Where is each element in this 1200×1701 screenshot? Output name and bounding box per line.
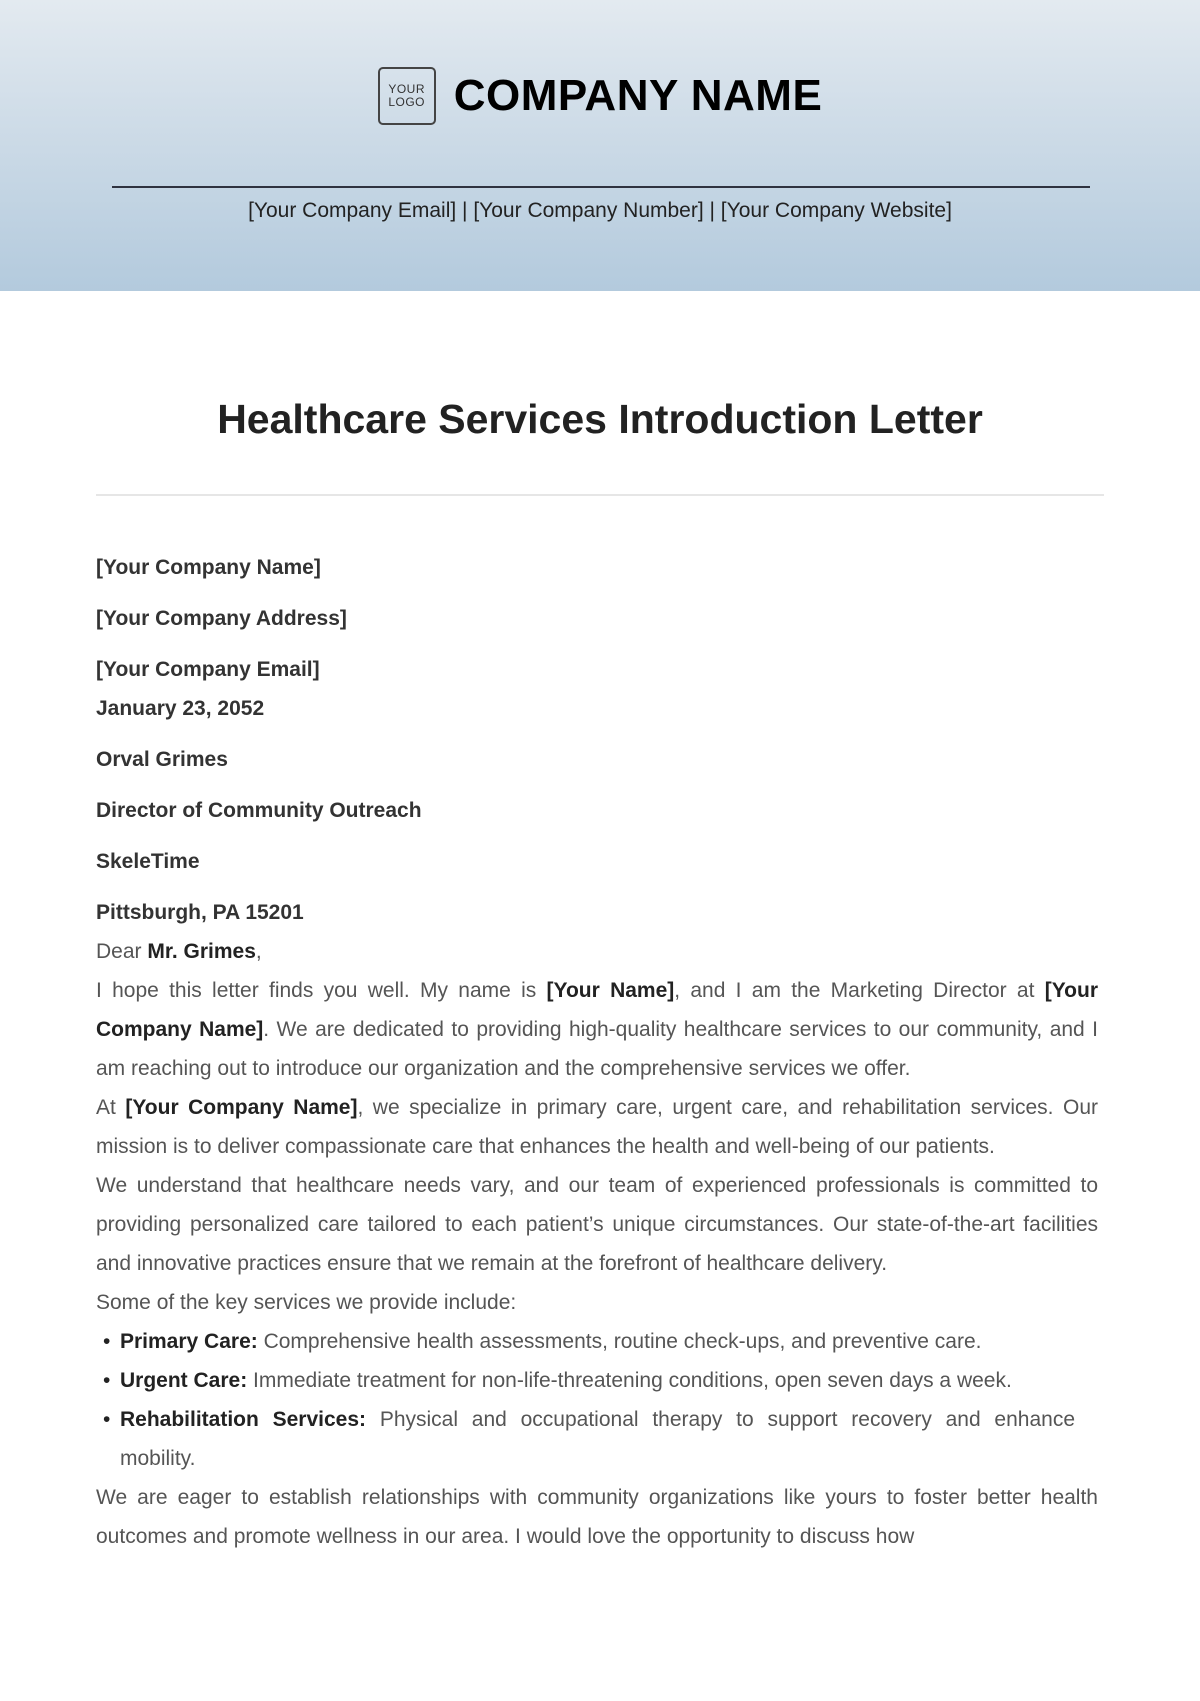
company-logo xyxy=(378,67,436,125)
placeholder-company-name: [Your Company Name] xyxy=(125,1096,358,1119)
services-intro: Some of the key services we provide include: xyxy=(96,1291,517,1314)
paragraph-introduction xyxy=(96,971,1098,1088)
header-divider xyxy=(112,186,1090,188)
service-description: Comprehensive health assessments, routine check-ups, and preventive care. xyxy=(257,1330,982,1353)
sender-company-email: [Your Company Email] xyxy=(96,658,320,681)
salutation-suffix: , xyxy=(255,940,262,963)
paragraph-specialties xyxy=(96,1088,1098,1166)
list-item xyxy=(103,1322,1075,1361)
placeholder-your-name: [Your Name] xyxy=(546,979,675,1002)
service-label: Urgent Care: xyxy=(120,1369,248,1392)
service-label: Rehabilitation Services: xyxy=(120,1408,367,1431)
salutation xyxy=(96,932,1098,971)
company-name: COMPANY NAME xyxy=(453,71,823,120)
service-label: Primary Care: xyxy=(120,1330,258,1353)
list-item xyxy=(103,1361,1075,1400)
paragraph-commitment: We understand that healthcare needs vary, and our team of experienced professionals is committed to providing personalized care tailored to each patient’s unique circumstances. Our state-of-the-art facilities and innovative practices ensure that we remain at the forefront of healthcare delivery. xyxy=(96,1174,1098,1275)
logo-text-line1: YOUR xyxy=(388,82,426,96)
logo-text-line2: LOGO xyxy=(388,95,426,109)
paragraph-closing: We are eager to establish relationships with community organizations like yours to foster better health outcomes and promote wellness in our area. I would love the opportunity to discuss how xyxy=(96,1486,1098,1548)
bullet-icon: • xyxy=(103,1330,111,1353)
sender-company-name: [Your Company Name] xyxy=(96,556,321,579)
document-title: Healthcare Services Introduction Letter xyxy=(217,396,983,442)
paragraph-text: I hope this letter finds you well. My name is xyxy=(96,979,547,1002)
recipient-title: Director of Community Outreach xyxy=(96,799,422,822)
bullet-icon: • xyxy=(103,1408,111,1431)
letterhead xyxy=(0,0,1200,291)
placeholder-company-name: [Your Company Name] xyxy=(96,979,1098,1041)
company-contacts: [Your Company Email] | [Your Company Number] | [Your Company Website] xyxy=(248,199,952,222)
brand xyxy=(0,67,1200,125)
paragraph-text: At xyxy=(96,1096,126,1119)
service-description: Immediate treatment for non-life-threatening conditions, open seven days a week. xyxy=(247,1369,1012,1392)
salutation-prefix: Dear xyxy=(96,940,148,963)
bullet-icon: • xyxy=(103,1369,111,1392)
sender-company-address: [Your Company Address] xyxy=(96,607,347,630)
salutation-name: Mr. Grimes xyxy=(147,940,256,963)
title-divider xyxy=(96,494,1104,496)
letter-body xyxy=(96,548,1098,1556)
recipient-name: Orval Grimes xyxy=(96,748,228,771)
paragraph-text: , and I am the Marketing Director at xyxy=(674,979,1045,1002)
paragraph-text: . We are dedicated to providing high-quality healthcare services to our community, and I am reaching out to introduce our organization and the comprehensive services we offer. xyxy=(96,1018,1098,1080)
paragraph-text: , we specialize in primary care, urgent care, and rehabilitation services. Our mission is to deliver compassionate care that enhances the health and well-being of our patients. xyxy=(96,1096,1098,1158)
list-item xyxy=(103,1400,1075,1478)
letter-date: January 23, 2052 xyxy=(96,697,265,720)
services-list xyxy=(103,1322,1098,1478)
service-description: Physical and occupational therapy to support recovery and enhance mobility. xyxy=(120,1408,1075,1470)
recipient-location: Pittsburgh, PA 15201 xyxy=(96,901,304,924)
recipient-organization: SkeleTime xyxy=(96,850,200,873)
